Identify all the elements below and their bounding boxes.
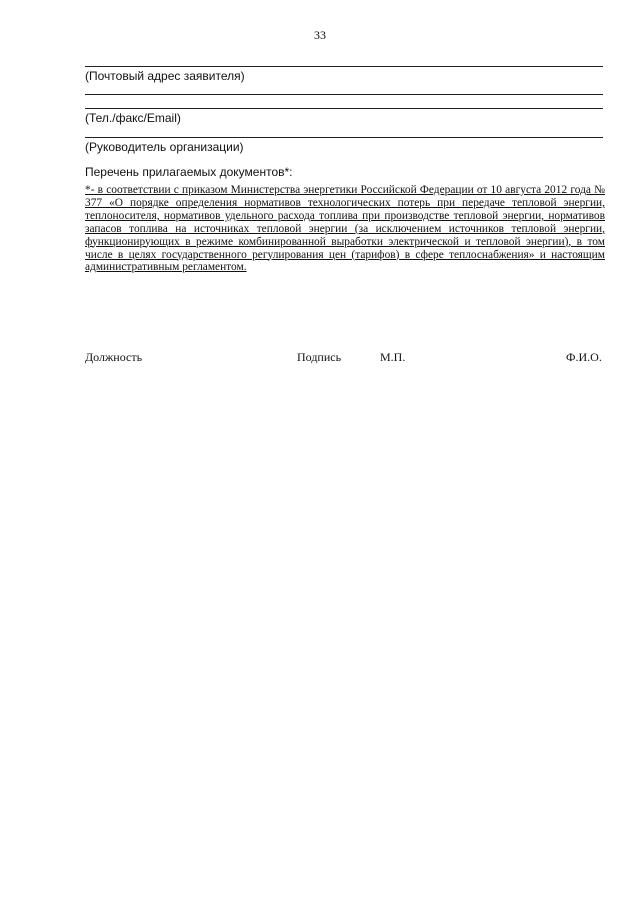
manager-label: (Руководитель организации) [85,140,244,154]
signature-label: Подпись [297,350,342,364]
postal-address-label: (Почтовый адрес заявителя) [85,69,245,83]
postal-address-line [85,66,603,67]
name-label: Ф.И.О. [566,350,602,364]
phone-label: (Тел./факс/Email) [85,111,181,125]
page-number: 33 [314,28,326,42]
documents-footnote: *- в соответствии с приказом Министерства энергетики Российской Федерации от 10 августа 2012 года № 377 «О порядке определения нормативов технологических потерь при передаче тепловой энергии, теплоносителя, нормативов удельного расхода топлива при производстве тепловой энергии, нормативов запасов топлива на источниках тепловой энергии (за исключением источников тепловой энергии, функционирующих в режиме комбинированной выработки электрической и тепловой энергии), в том числе в целях государственного регулирования цен (тарифов) в сфере теплоснабжения» и настоящим административным регламентом. [85,184,605,274]
phone-line [85,108,603,109]
manager-line [85,137,603,138]
position-label: Должность [85,350,143,364]
signature-row [0,350,640,366]
documents-heading: Перечень прилагаемых документов*: [85,165,293,179]
stamp-label: М.П. [380,350,406,364]
blank-line [85,94,603,95]
